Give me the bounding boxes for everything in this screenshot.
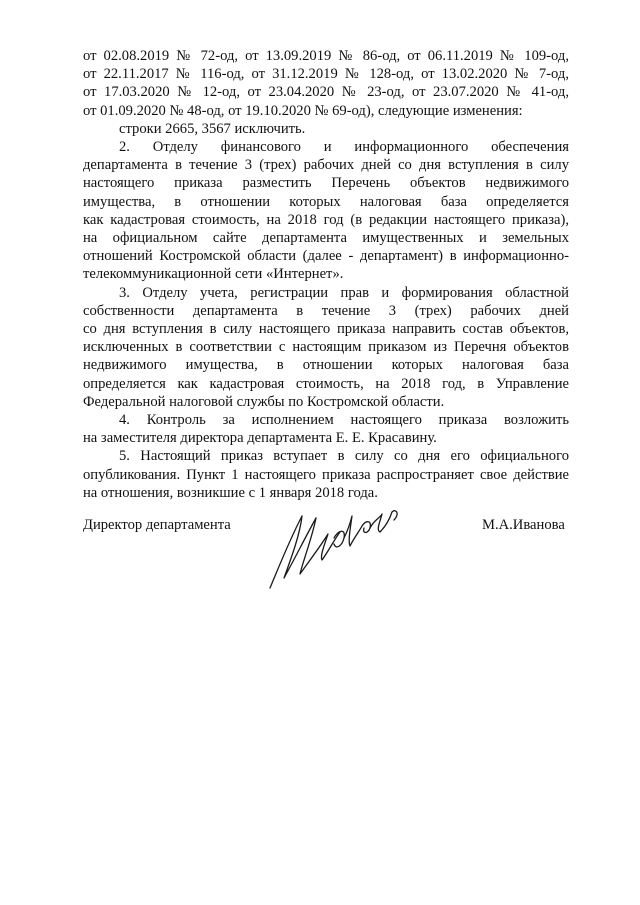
body-line: от 02.08.2019 № 72-од, от 13.09.2019 № 86-од, от 06.11.2019 № 109-од, bbox=[83, 48, 569, 64]
body-line: от 17.03.2020 № 12-од, от 23.04.2020 № 23-од, от 23.07.2020 № 41-од, bbox=[83, 84, 569, 101]
paragraph-3-line: 3. Отделу учета, регистрации прав и формирования областной bbox=[119, 284, 569, 301]
paragraph-4-line: 4. Контроль за исполнением настоящего приказа возложить bbox=[119, 412, 569, 429]
paragraph-2-line: на официальном сайте департамента имущественных и земельных bbox=[83, 230, 569, 247]
paragraph-3-line: определяется как кадастровая стоимость, на 2018 год, в Управление bbox=[83, 375, 569, 392]
paragraph-3-line: недвижимого имущества, в отношении которых налоговая база bbox=[83, 357, 569, 374]
document-body bbox=[83, 47, 569, 502]
paragraph-3-line: исключенных в соответствии с настоящим приказом из Перечня объектов bbox=[83, 339, 569, 356]
paragraph-3-line: Федеральной налоговой службы по Костромской области. bbox=[83, 393, 445, 410]
body-line: от 22.11.2017 № 116-од, от 31.12.2019 № 128-од, от 13.02.2020 № 7-од, bbox=[83, 66, 569, 83]
signer-position: Директор департамента bbox=[83, 517, 231, 533]
paragraph-2-line: отношений Костромской области (далее - департамент) в информационно- bbox=[83, 248, 569, 265]
paragraph-2-line: телекоммуникационной сети «Интернет». bbox=[83, 266, 344, 283]
paragraph-3-line: со дня вступления в силу настоящего приказа направить состав объектов, bbox=[83, 321, 569, 338]
body-line: от 01.09.2020 № 48-од, от 19.10.2020 № 69-од), следующие изменения: bbox=[83, 102, 523, 119]
paragraph-3-line: собственности департамента в течение 3 (трех) рабочих дней bbox=[83, 302, 569, 319]
paragraph-2-line: имущества, в отношении которых налоговая база определяется bbox=[83, 193, 569, 210]
body-line: строки 2665, 3567 исключить. bbox=[119, 120, 306, 137]
paragraph-5-line: опубликования. Пункт 1 настоящего приказа распространяет свое действие bbox=[83, 466, 569, 483]
paragraph-5-line: 5. Настоящий приказ вступает в силу со дня его официального bbox=[119, 448, 569, 465]
paragraph-2-line: департамента в течение 3 (трех) рабочих дней со дня вступления в силу bbox=[83, 157, 569, 174]
paragraph-4-line: на заместителя директора департамента Е. Е. Красавину. bbox=[83, 430, 437, 447]
handwritten-signature bbox=[262, 494, 412, 594]
signer-name: М.А.Иванова bbox=[482, 517, 565, 533]
paragraph-2-line: 2. Отделу финансового и информационного обеспечения bbox=[119, 139, 569, 156]
paragraph-2-line: как кадастровая стоимость, на 2018 год (в редакции настоящего приказа), bbox=[83, 211, 569, 228]
paragraph-2-line: настоящего приказа разместить Перечень объектов недвижимого bbox=[83, 175, 569, 192]
paragraph-5-line: на отношения, возникшие с 1 января 2018 года. bbox=[83, 484, 378, 501]
